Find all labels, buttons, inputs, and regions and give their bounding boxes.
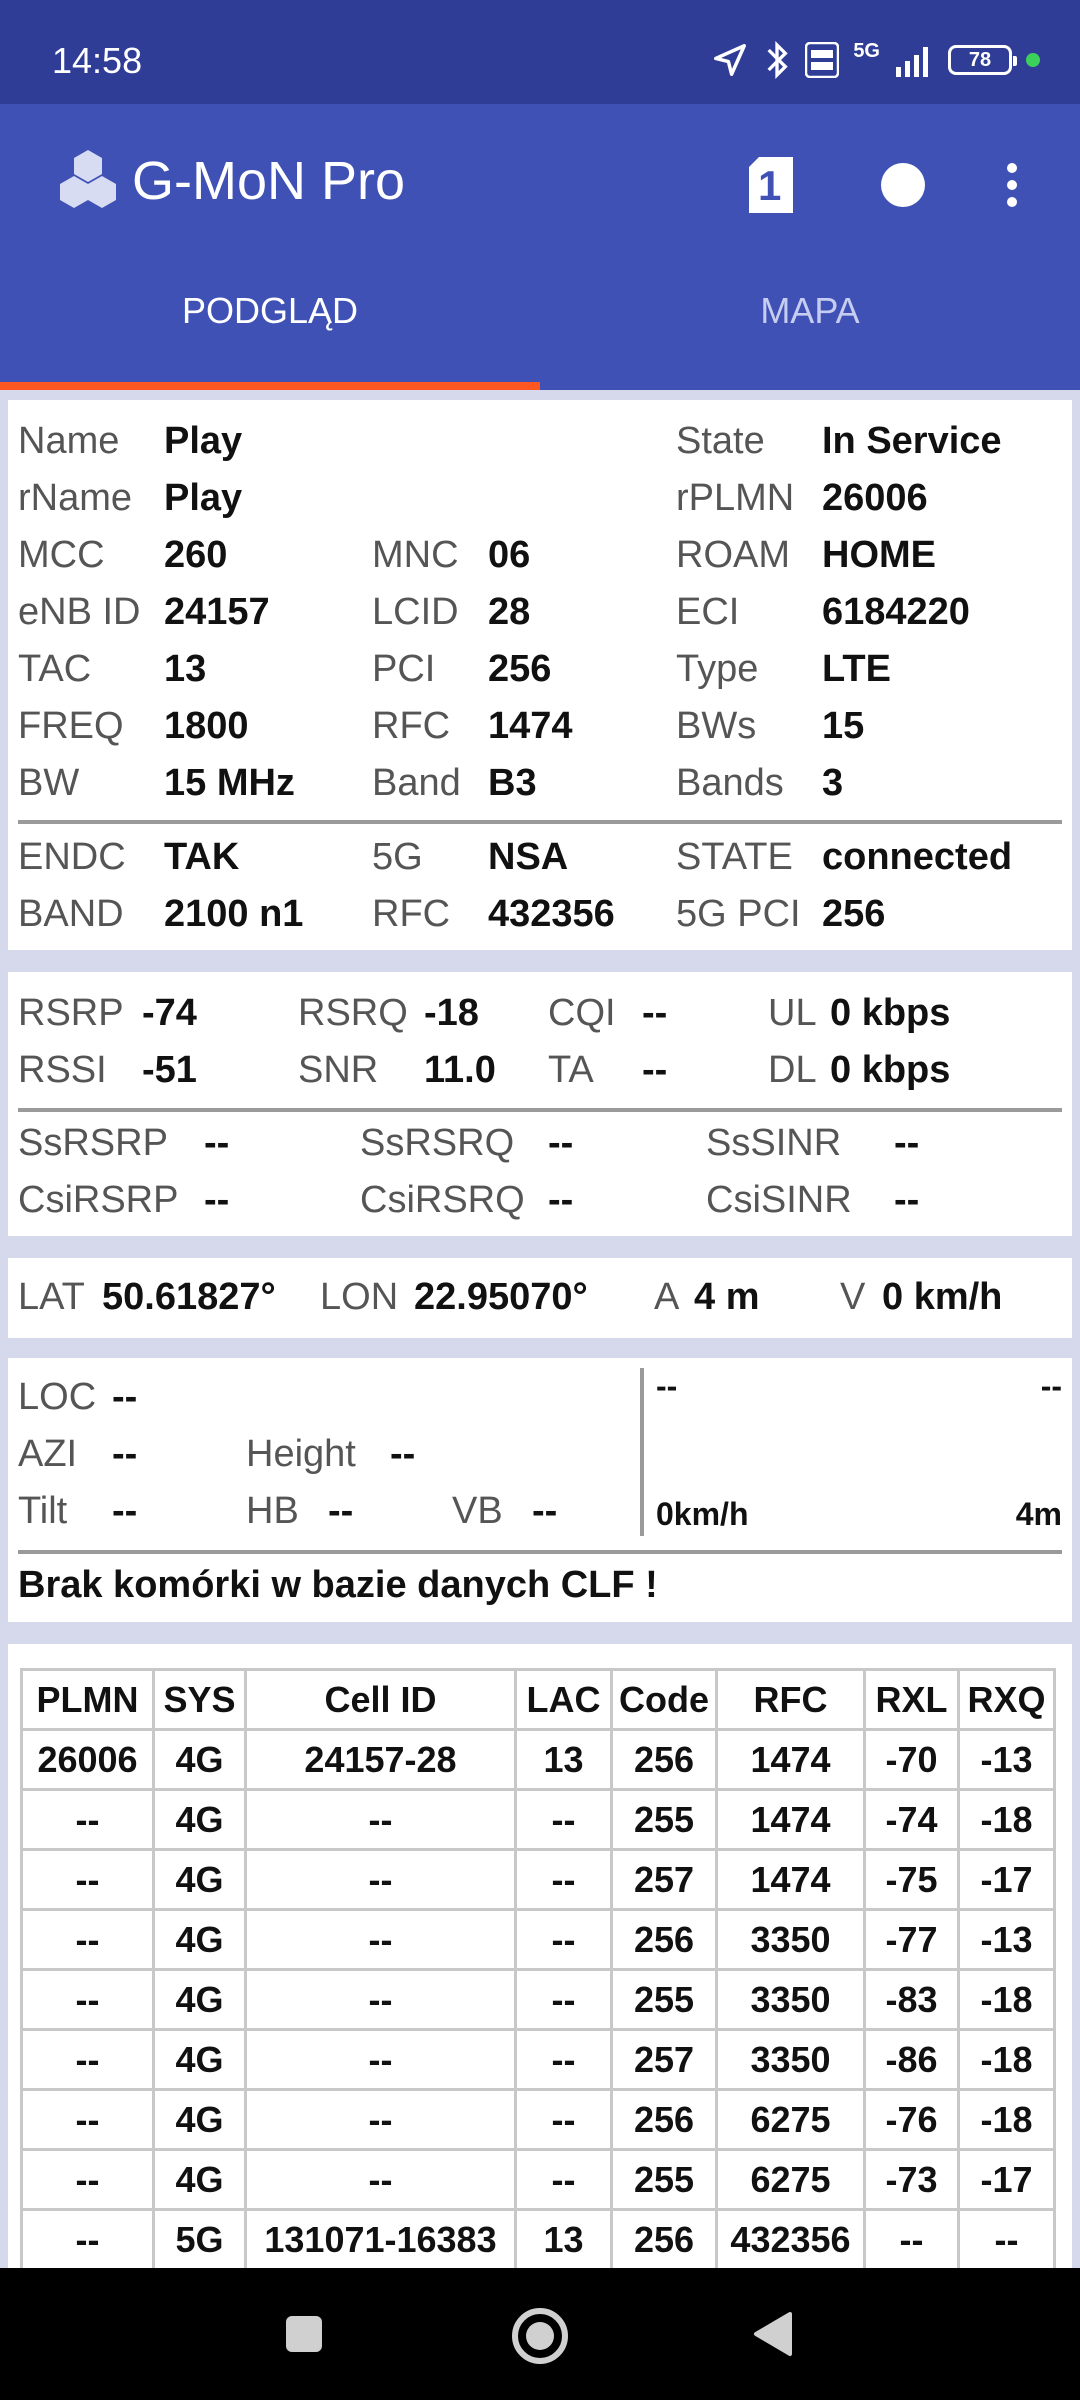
cell-cell-id: -- [246, 2150, 516, 2210]
dl-value: 0 kbps [830, 1049, 951, 1091]
rfc-label: RFC [372, 705, 451, 747]
gps-card [8, 1258, 1072, 1338]
cell-lac: -- [516, 1790, 612, 1850]
bands-label: Bands [676, 762, 784, 804]
vb-label: VB [452, 1490, 503, 1532]
graph-speed-label: 0km/h [656, 1496, 749, 1532]
cell-plmn: -- [22, 1910, 154, 1970]
record-circle-icon [881, 163, 925, 207]
cell-sys: 4G [154, 2090, 246, 2150]
rname-label: rName [18, 477, 133, 519]
name-label: Name [18, 420, 120, 462]
cell-rxl: -73 [865, 2150, 959, 2210]
bw-label: BW [18, 762, 80, 804]
tab-podglad[interactable]: PODGLĄD [181, 290, 359, 331]
back-button[interactable] [744, 2304, 804, 2364]
5g-pci-label: 5G PCI [676, 893, 801, 935]
battery-level: 78 [968, 48, 992, 71]
cell-code: 257 [612, 1850, 717, 1910]
table-body [22, 1730, 1055, 2269]
ta-label: TA [548, 1049, 594, 1091]
cell-lac: -- [516, 2030, 612, 2090]
col-cell-id: Cell ID [246, 1670, 516, 1730]
csirsrp-value: -- [204, 1179, 230, 1221]
ul-value: 0 kbps [830, 992, 951, 1034]
roam-value: HOME [822, 534, 936, 576]
sssinr-value: -- [894, 1122, 920, 1164]
pci-value: 256 [488, 648, 552, 690]
speed-value: 0 km/h [882, 1276, 1003, 1318]
ssrsrq-label: SsRSRQ [360, 1122, 515, 1164]
cell-code: 257 [612, 2030, 717, 2090]
height-value: -- [390, 1433, 416, 1475]
cell-plmn: -- [22, 1970, 154, 2030]
bws-label: BWs [676, 705, 757, 747]
band-label: Band [372, 762, 461, 804]
navigation-bar [0, 2268, 1080, 2400]
lcid-value: 28 [488, 591, 531, 633]
cell-cell-id: -- [246, 2090, 516, 2150]
vb-value: -- [532, 1490, 558, 1532]
graph-top-right-label: -- [1040, 1368, 1062, 1404]
cell-rxq: -18 [959, 2030, 1055, 2090]
type-label: Type [676, 648, 759, 690]
bands-value: 3 [822, 762, 844, 804]
cell-rxq: -18 [959, 1790, 1055, 1850]
cell-plmn: -- [22, 1850, 154, 1910]
cqi-value: -- [642, 992, 668, 1034]
ssrsrq-value: -- [548, 1122, 574, 1164]
rsrp-value: -74 [142, 992, 197, 1034]
cell-cell-id: -- [246, 2030, 516, 2090]
lcid-label: LCID [372, 591, 459, 633]
table-row [22, 2150, 1055, 2210]
graph-top-left-label: -- [656, 1368, 678, 1404]
graph-divider [640, 1368, 644, 1536]
tilt-value: -- [112, 1490, 138, 1532]
table-row [22, 1730, 1055, 1790]
overflow-menu-button[interactable] [984, 150, 1040, 220]
table-row [22, 1850, 1055, 1910]
cell-rxl: -74 [865, 1790, 959, 1850]
cell-lac: 13 [516, 2210, 612, 2269]
cell-sys: 4G [154, 2150, 246, 2210]
loc-label: LOC [18, 1376, 97, 1418]
cell-rfc: 6275 [717, 2090, 865, 2150]
cell-rfc: 3350 [717, 2030, 865, 2090]
table-row [22, 2210, 1055, 2269]
more-vertical-icon [1006, 162, 1018, 208]
rsrq-value: -18 [424, 992, 479, 1034]
bws-value: 15 [822, 705, 865, 747]
ul-label: UL [768, 992, 817, 1034]
nr-state-value: connected [822, 836, 1013, 878]
name-value: Play [164, 420, 243, 462]
csisinr-value: -- [894, 1179, 920, 1221]
col-plmn: PLMN [22, 1670, 154, 1730]
lon-label: LON [320, 1276, 399, 1318]
csisinr-label: CsiSINR [706, 1179, 852, 1221]
bw-value: 15 MHz [164, 762, 295, 804]
col-rxq: RXQ [959, 1670, 1055, 1730]
ssrsrp-value: -- [204, 1122, 230, 1164]
nr-rfc-label: RFC [372, 893, 451, 935]
speed-label: V [840, 1276, 866, 1318]
sssinr-label: SsSINR [706, 1122, 842, 1164]
enb-id-value: 24157 [164, 591, 270, 633]
mnc-value: 06 [488, 534, 531, 576]
cell-rxl: -- [865, 2210, 959, 2269]
azi-label: AZI [18, 1433, 78, 1475]
roam-label: ROAM [676, 534, 790, 576]
cell-rxq: -- [959, 2210, 1055, 2269]
cell-sys: 5G [154, 2210, 246, 2269]
cell-lac: -- [516, 1910, 612, 1970]
eci-value: 6184220 [822, 591, 970, 633]
tac-label: TAC [18, 648, 92, 690]
type-value: LTE [822, 648, 891, 690]
cell-plmn: -- [22, 2090, 154, 2150]
divider [18, 1108, 1062, 1112]
5g-pci-value: 256 [822, 893, 886, 935]
endc-value: TAK [164, 836, 240, 878]
signal-strength-icon [894, 43, 934, 77]
lon-value: 22.95070° [414, 1276, 588, 1318]
cell-code: 255 [612, 1970, 717, 2030]
cell-plmn: -- [22, 2030, 154, 2090]
cell-sys: 4G [154, 1790, 246, 1850]
cell-cell-id: 131071-16383 [246, 2210, 516, 2269]
col-lac: LAC [516, 1670, 612, 1730]
cell-rfc: 1474 [717, 1730, 865, 1790]
eci-label: ECI [676, 591, 740, 633]
enb-id-label: eNB ID [18, 591, 141, 633]
cell-code: 256 [612, 1730, 717, 1790]
cell-code: 255 [612, 1790, 717, 1850]
home-button[interactable] [508, 2304, 568, 2364]
endc-label: ENDC [18, 836, 126, 878]
cell-rxq: -13 [959, 1730, 1055, 1790]
csirsrq-value: -- [548, 1179, 574, 1221]
dl-label: DL [768, 1049, 817, 1091]
bluetooth-icon [763, 40, 791, 80]
table-header-row [22, 1670, 1055, 1730]
back-triangle-icon [744, 2304, 804, 2364]
tilt-label: Tilt [18, 1490, 68, 1532]
cqi-label: CQI [548, 992, 616, 1034]
cell-plmn: -- [22, 2210, 154, 2269]
nr-state-label: STATE [676, 836, 793, 878]
app-title: G-MoN Pro [132, 151, 406, 211]
ssrsrp-label: SsRSRP [18, 1122, 168, 1164]
5g-label: 5G [372, 836, 423, 878]
mcc-value: 260 [164, 534, 228, 576]
serving-cell-card [8, 400, 1072, 950]
neighbor-cells-table [20, 1668, 1056, 2268]
cell-lac: -- [516, 1850, 612, 1910]
cell-rxq: -17 [959, 1850, 1055, 1910]
rsrq-label: RSRQ [298, 992, 408, 1034]
cell-rfc: 6275 [717, 2150, 865, 2210]
table-row [22, 2030, 1055, 2090]
cell-lac: -- [516, 1970, 612, 2030]
freq-value: 1800 [164, 705, 249, 747]
status-bar [0, 0, 1080, 104]
tac-value: 13 [164, 648, 207, 690]
col-rfc: RFC [717, 1670, 865, 1730]
cell-rxl: -75 [865, 1850, 959, 1910]
cell-lac: -- [516, 2150, 612, 2210]
cell-rxl: -86 [865, 2030, 959, 2090]
mcc-label: MCC [18, 534, 105, 576]
lat-value: 50.61827° [102, 1276, 276, 1318]
rssi-label: RSSI [18, 1049, 107, 1091]
neighbor-cells-card [8, 1644, 1072, 2268]
cell-plmn: -- [22, 2150, 154, 2210]
status-time: 14:58 [52, 40, 143, 81]
rssi-value: -51 [142, 1049, 197, 1091]
accuracy-label: A [654, 1276, 680, 1318]
state-value: In Service [822, 420, 1002, 462]
cell-lac: -- [516, 2090, 612, 2150]
cell-cell-id: -- [246, 1970, 516, 2030]
signal-card [8, 972, 1072, 1236]
cell-rxq: -13 [959, 1910, 1055, 1970]
cell-cell-id: -- [246, 1850, 516, 1910]
mnc-label: MNC [372, 534, 459, 576]
cell-rxq: -18 [959, 1970, 1055, 2030]
hb-label: HB [246, 1490, 299, 1532]
ta-value: -- [642, 1049, 668, 1091]
cell-rfc: 432356 [717, 2210, 865, 2269]
csirsrq-label: CsiRSRQ [360, 1179, 525, 1221]
tab-indicator [0, 382, 540, 390]
lat-label: LAT [18, 1276, 85, 1318]
cell-sys: 4G [154, 1910, 246, 1970]
cell-code: 255 [612, 2150, 717, 2210]
5g-value: NSA [488, 836, 569, 878]
graph-distance-label: 4m [1015, 1496, 1062, 1532]
cell-plmn: -- [22, 1790, 154, 1850]
site-card [8, 1358, 1072, 1622]
cell-lac: 13 [516, 1730, 612, 1790]
col-rxl: RXL [865, 1670, 959, 1730]
pci-label: PCI [372, 648, 436, 690]
rsrp-label: RSRP [18, 992, 124, 1034]
cell-sys: 4G [154, 1850, 246, 1910]
cell-rxl: -70 [865, 1730, 959, 1790]
snr-label: SNR [298, 1049, 379, 1091]
status-icons [711, 40, 1040, 80]
volte-icon [805, 42, 839, 78]
app-logo-icon [52, 144, 124, 216]
col-sys: SYS [154, 1670, 246, 1730]
cell-rxl: -83 [865, 1970, 959, 2030]
cell-rfc: 1474 [717, 1790, 865, 1850]
battery-icon [948, 45, 1012, 75]
nr-band-value: 2100 n1 [164, 893, 304, 935]
nr-rfc-value: 432356 [488, 893, 615, 935]
cell-rxq: -18 [959, 2090, 1055, 2150]
cell-rfc: 3350 [717, 1910, 865, 1970]
rplmn-value: 26006 [822, 477, 928, 519]
divider [18, 820, 1062, 824]
cell-rxl: -76 [865, 2090, 959, 2150]
col-code: Code [612, 1670, 717, 1730]
cell-rfc: 1474 [717, 1850, 865, 1910]
privacy-dot-icon [1026, 53, 1040, 67]
loc-value: -- [112, 1376, 138, 1418]
rfc-value: 1474 [488, 705, 573, 747]
cell-code: 256 [612, 2210, 717, 2269]
height-label: Height [246, 1433, 356, 1475]
cell-rxq: -17 [959, 2150, 1055, 2210]
rplmn-label: rPLMN [676, 477, 795, 519]
cell-cell-id: -- [246, 1790, 516, 1850]
cell-sys: 4G [154, 1970, 246, 2030]
band-value: B3 [488, 762, 537, 804]
record-button[interactable] [868, 150, 938, 220]
cell-sys: 4G [154, 2030, 246, 2090]
cell-sys: 4G [154, 1730, 246, 1790]
accuracy-value: 4 m [694, 1276, 760, 1318]
table-row [22, 1790, 1055, 1850]
network-type-label: 5G [853, 40, 880, 62]
sim-number: 1 [758, 162, 782, 209]
freq-label: FREQ [18, 705, 124, 747]
clf-missing-message: Brak komórki w bazie danych CLF ! [18, 1564, 658, 1606]
cell-rxl: -77 [865, 1910, 959, 1970]
recents-button[interactable] [274, 2304, 334, 2364]
cell-plmn: 26006 [22, 1730, 154, 1790]
cell-cell-id: -- [246, 1910, 516, 1970]
cell-code: 256 [612, 2090, 717, 2150]
sim-select-button[interactable] [736, 150, 806, 220]
divider [18, 1550, 1062, 1554]
state-label: State [676, 420, 765, 462]
cell-rfc: 3350 [717, 1970, 865, 2030]
azi-value: -- [112, 1433, 138, 1475]
rname-value: Play [164, 477, 243, 519]
csirsrp-label: CsiRSRP [18, 1179, 179, 1221]
home-circle-icon [508, 2304, 572, 2368]
cell-code: 256 [612, 1910, 717, 1970]
table-row [22, 1910, 1055, 1970]
table-row [22, 2090, 1055, 2150]
square-icon [274, 2304, 334, 2364]
nr-band-label: BAND [18, 893, 124, 935]
cell-cell-id: 24157-28 [246, 1730, 516, 1790]
snr-value: 11.0 [424, 1049, 496, 1091]
hb-value: -- [328, 1490, 354, 1532]
table-row [22, 1970, 1055, 2030]
tab-mapa[interactable]: MAPA [760, 290, 860, 331]
location-arrow-icon [711, 41, 749, 79]
